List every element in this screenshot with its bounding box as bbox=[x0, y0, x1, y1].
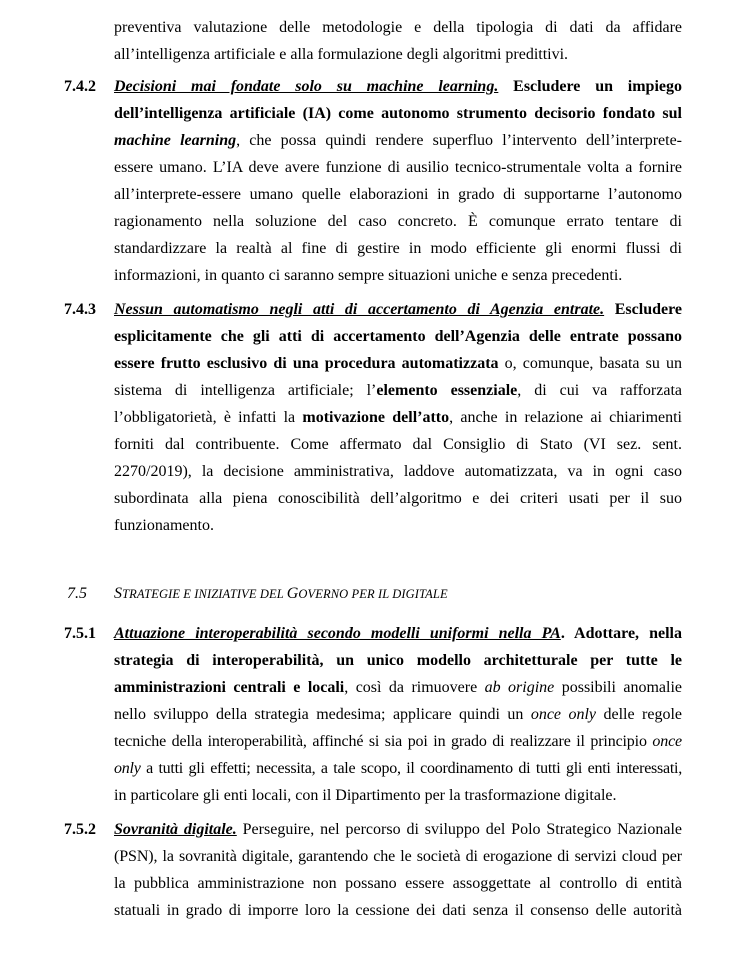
text-line bbox=[114, 408, 682, 428]
text-line: informazioni, in quanto ci saranno sempre situazioni uniche e senza precedenti. bbox=[114, 267, 623, 284]
text-line bbox=[114, 678, 682, 698]
text-line bbox=[114, 705, 682, 725]
bold-text: Escludere bbox=[614, 301, 683, 318]
text-run: Perseguire, nel percorso di sviluppo del Polo Strategico Nazionale bbox=[236, 821, 682, 838]
text-line bbox=[114, 77, 682, 97]
paragraph-number: 7.4.2 bbox=[64, 78, 96, 95]
text-line: all’interprete-essere umano quelle elaborazioni in grado di supportarne l’autonomo bbox=[114, 186, 682, 203]
text-run: a tutti gli effetti; necessita, a tale scopo, il coordinamento di tutti gli enti interessati, bbox=[140, 760, 682, 777]
text-line: esplicitamente che gli atti di accertamento dell’Agenzia delle entrate possano bbox=[114, 328, 682, 345]
italic-text: only bbox=[114, 760, 141, 777]
italic-text: ab origine bbox=[484, 679, 555, 696]
text-run: sistema di intelligenza artificiale; l’ bbox=[114, 382, 377, 399]
bold-text: elemento essenziale bbox=[376, 382, 518, 399]
section-title-part: OVERNO PER IL DIGITALE bbox=[298, 587, 448, 601]
section-title bbox=[114, 584, 448, 604]
italic-text: once bbox=[652, 733, 682, 750]
text-line: (PSN), la sovranità digitale, garantendo che le società di erogazione di servizi cloud per bbox=[114, 848, 682, 865]
paragraph-title: Sovranità digitale. bbox=[114, 821, 237, 838]
section-title-part: G bbox=[286, 585, 299, 602]
text-line: subordinata alla piena conoscibilità dell’algoritmo e dei criteri usati per il suo bbox=[114, 490, 682, 507]
text-line: preventiva valutazione delle metodologie e della tipologia di dati da affidare bbox=[114, 19, 682, 36]
paragraph-title: Nessun automatismo negli atti di accertamento di Agenzia entrate. bbox=[114, 301, 605, 318]
bold-text: motivazione dell’atto bbox=[302, 409, 450, 426]
text-line: funzionamento. bbox=[114, 517, 214, 534]
bold-text: Escludere un impiego bbox=[513, 78, 682, 95]
paragraph-number: 7.4.3 bbox=[64, 301, 96, 318]
text-line bbox=[114, 300, 682, 320]
text-line bbox=[114, 759, 682, 779]
text-run: , di cui va rafforzata bbox=[517, 382, 683, 399]
paragraph-number: 7.5.2 bbox=[64, 821, 96, 838]
paragraph-number: 7.5.1 bbox=[64, 625, 96, 642]
section-title-part: TRATEGIE E INIZIATIVE DEL bbox=[122, 587, 287, 601]
section-number: 7.5 bbox=[67, 585, 87, 602]
text-run: , così da rimuovere bbox=[344, 679, 485, 696]
text-line: all’intelligenza artificiale e alla formulazione degli algoritmi predittivi. bbox=[114, 46, 569, 63]
text-run: , anche in relazione ai chiarimenti bbox=[449, 409, 682, 426]
text-line bbox=[114, 354, 682, 374]
text-line: essere umano. L’IA deve avere funzione di ausilio tecnico-strumentale volta a fornire bbox=[114, 159, 682, 176]
text-run: o, comunque, basata su un bbox=[498, 355, 683, 372]
text-run: tecniche della interoperabilità, affinché si sia poi in grado di realizzare il principio bbox=[114, 733, 653, 750]
text-line bbox=[114, 381, 682, 401]
text-line: strategia di interoperabilità, un unico modello architetturale per tutte le bbox=[114, 652, 682, 669]
text-line: 2270/2019), la decisione amministrativa, laddove automatizzata, va in ogni caso bbox=[114, 463, 682, 480]
text-line bbox=[114, 820, 682, 840]
section-title-part: S bbox=[114, 585, 123, 602]
text-run: possibili anomalie bbox=[554, 679, 683, 696]
text-run: , che possa quindi rendere superfluo l’intervento dell’interprete- bbox=[236, 132, 683, 149]
bold-italic-text: machine learning bbox=[114, 132, 237, 149]
paragraph-title: Decisioni mai fondate solo su machine learning. bbox=[114, 78, 499, 95]
text-line: dell’intelligenza artificiale (IA) come autonomo strumento decisorio fondato sul bbox=[114, 105, 682, 122]
text-run: nello sviluppo della strategia medesima; applicare quindi un bbox=[114, 706, 531, 723]
text-line: in particolare gli enti locali, con il Dipartimento per la trasformazione digitale. bbox=[114, 787, 617, 804]
bold-text: essere frutto esclusivo di una procedura automatizzata bbox=[114, 355, 499, 372]
text-line bbox=[114, 624, 682, 644]
text-run: l’obbligatorietà, è infatti la bbox=[114, 409, 303, 426]
text-run: delle regole bbox=[596, 706, 682, 723]
bold-text: . Adottare, nella bbox=[560, 625, 682, 642]
text-line: statuali in grado di imporre loro la cessione dei dati senza il consenso delle autorità bbox=[114, 902, 682, 919]
text-line bbox=[114, 732, 682, 752]
bold-text: amministrazioni centrali e locali bbox=[114, 679, 345, 696]
text-line: ragionamento nella soluzione del caso concreto. È comunque errato tentare di bbox=[114, 213, 682, 230]
paragraph-title: Attuazione interoperabilità secondo modelli uniformi nella PA bbox=[114, 625, 561, 642]
text-line: la pubblica amministrazione non possano essere assoggettate al controllo di entità bbox=[114, 875, 682, 892]
text-line: forniti dal contribuente. Come affermato dal Consiglio di Stato (VI sez. sent. bbox=[114, 436, 682, 453]
text-line bbox=[114, 131, 682, 151]
italic-text: once only bbox=[530, 706, 597, 723]
text-line: standardizzare la realtà al fine di gestire in modo efficiente gli enormi flussi di bbox=[114, 240, 682, 257]
